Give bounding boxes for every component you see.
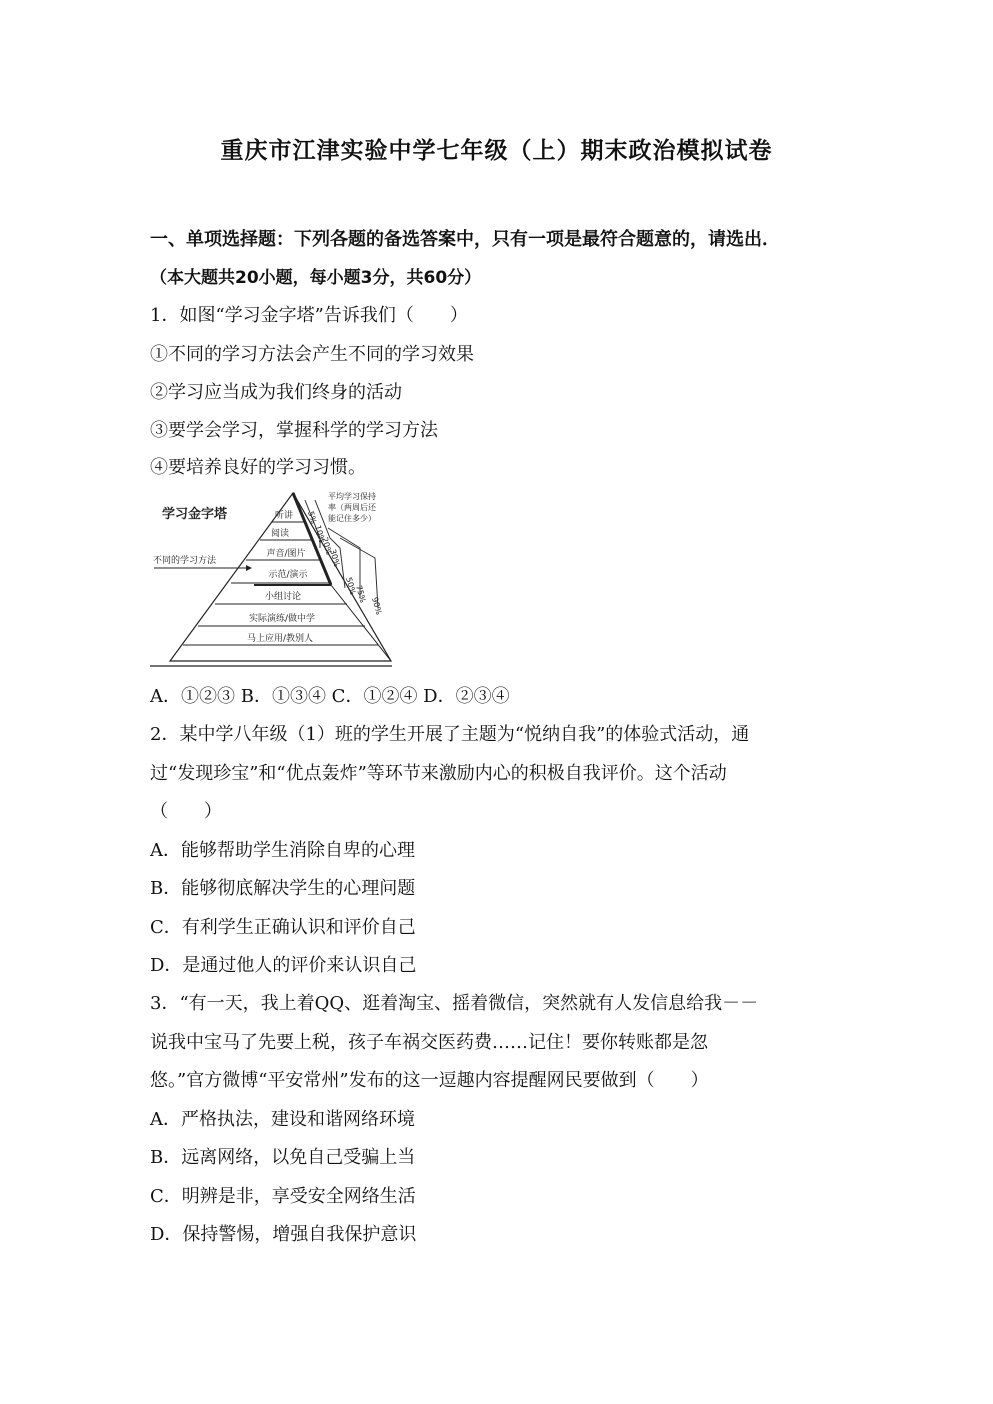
q1-statement: ②学习应当成为我们终身的活动 [150, 382, 402, 403]
section-heading: 一、单项选择题：下列各题的备选答案中，只有一项是最符合题意的，请选出． [150, 229, 780, 250]
q2-option-c: C．有利学生正确认识和评价自己 [150, 917, 416, 938]
figure-right-label: 平均学习保持 [328, 492, 376, 501]
q3-option-c: C．明辨是非，享受安全网络生活 [150, 1186, 416, 1207]
pyramid-level-label: 声音/图片 [266, 549, 306, 559]
q2-stem-line: （ ） [150, 801, 222, 822]
page-title: 重庆市江津实验中学七年级（上）期末政治模拟试卷 [220, 138, 773, 164]
figure-title: 学习金字塔 [162, 507, 228, 522]
q2-stem-line: 过“发现珍宝”和“优点轰炸”等环节来激励内心的积极自我评价。这个活动 [150, 763, 727, 784]
pyramid-level-label: 示范/演示 [268, 570, 308, 580]
pyramid-percent-label: 10% [313, 524, 327, 544]
q3-stem-line: 3．“有一天，我上着QQ、逛着淘宝、摇着微信，突然就有人发信息给我－－ [150, 993, 759, 1014]
pyramid-level-label: 马上应用/教别人 [246, 634, 314, 644]
q2-option-b: B．能够彻底解决学生的心理问题 [150, 878, 416, 899]
section-note: （本大题共20小题，每小题3分，共60分） [150, 268, 482, 288]
q3-option-b: B．远离网络，以免自己受骗上当 [150, 1147, 416, 1168]
pyramid-level-label: 阅读 [270, 529, 290, 539]
q3-stem-line: 说我中宝马了先要上税，孩子车祸交医药费……记住！要你转账都是忽 [150, 1032, 708, 1053]
pyramid-percent-label: 5% [306, 510, 319, 525]
pyramid-percent-label: 90% [370, 596, 384, 616]
pyramid-percent-label: 30% [328, 548, 342, 568]
q1-stem: 1．如图“学习金字塔”告诉我们（ ） [150, 305, 468, 326]
q2-stem-line: 2．某中学八年级（1）班的学生开展了主题为“悦纳自我”的体验式活动，通 [150, 724, 750, 745]
q1-statement: ④要培养良好的学习习惯。 [150, 457, 366, 478]
q3-option-a: A．严格执法，建设和谐网络环境 [150, 1109, 415, 1130]
q3-option-d: D．保持警惕，增强自我保护意识 [150, 1224, 417, 1245]
q1-statement: ③要学会学习，掌握科学的学习方法 [150, 420, 438, 441]
pyramid-percent-label: 75% [354, 584, 368, 604]
q3-stem-line: 悠。”官方微博“平安常州”发布的这一逗趣内容提醒网民要做到（ ） [150, 1070, 709, 1091]
q1-options: A．①②③ B．①③④ C．①②④ D．②③④ [150, 686, 510, 707]
figure-right-label: 率（两周后还 [328, 503, 376, 512]
pyramid-level-label: 实际演练/做中学 [248, 614, 316, 624]
figure-side-label: 不同的学习方法 [153, 556, 217, 566]
pyramid-level-label: 听讲 [274, 511, 294, 521]
pyramid-percent-label: 50% [344, 576, 358, 596]
learning-pyramid-figure [150, 488, 395, 668]
q1-statement: ①不同的学习方法会产生不同的学习效果 [150, 344, 474, 365]
q2-option-a: A．能够帮助学生消除自卑的心理 [150, 840, 415, 861]
pyramid-percent-label: 20% [320, 536, 334, 556]
pyramid-level-label: 小组讨论 [264, 592, 302, 602]
figure-right-label: 能记住多少） [328, 514, 376, 523]
q2-option-d: D．是通过他人的评价来认识自己 [150, 955, 417, 976]
